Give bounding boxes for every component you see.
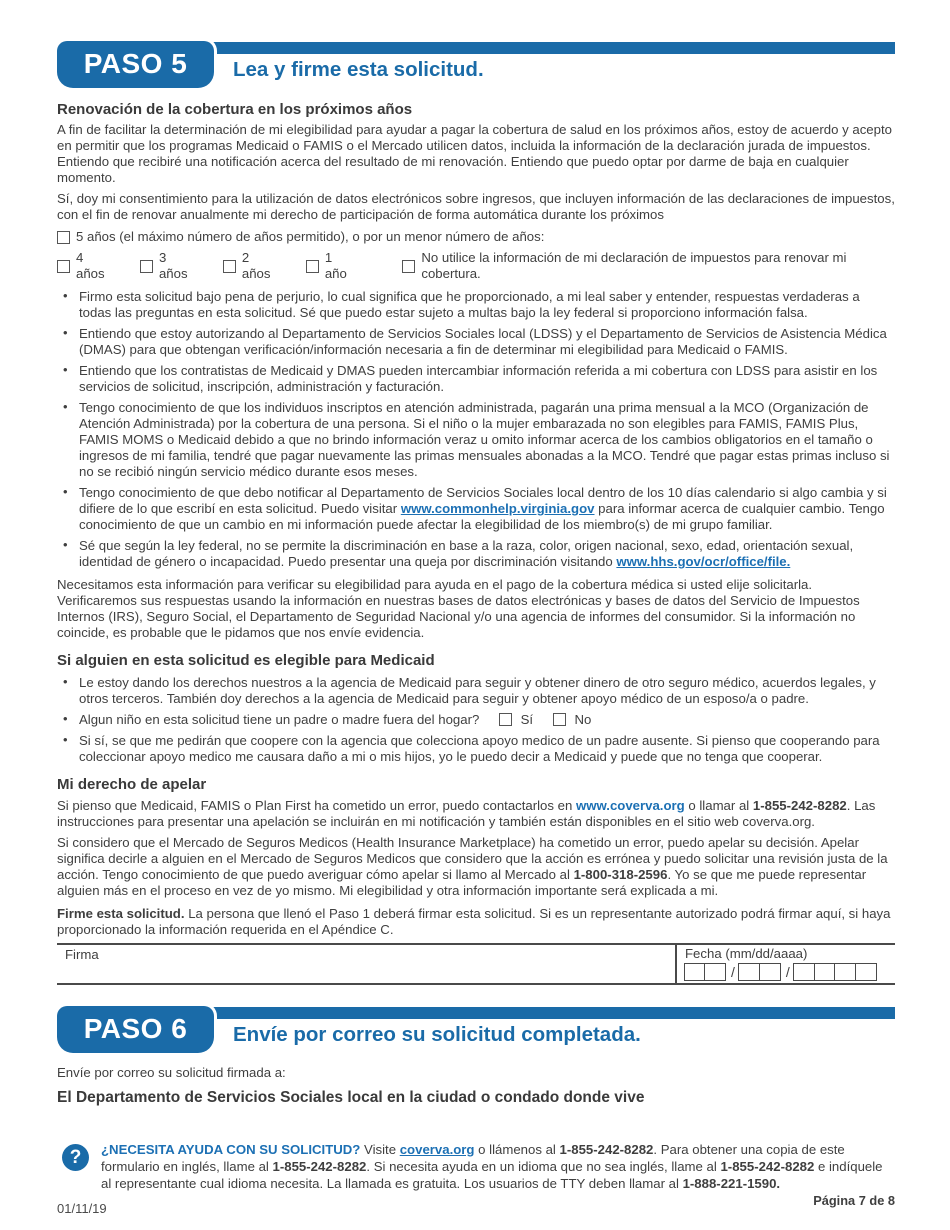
consent-option-no-tax-label: No utilice la información de mi declaración de impuestos para renovar mi cobertura. xyxy=(421,250,847,281)
mail-instruction: Envíe por correo su solicitud firmada a: xyxy=(57,1065,286,1080)
text-segment: Si considero que el Mercado de Seguros Medicos (Health Insurance Marketplace) ha cometido un error, puedo apelar su decisión. Apelar significa decirle a alguien en el Mercado de Seguros Medicos que considero que la acción es errónea y puedo solicitar una revisión justa de la acción. Tengo conocimiento de que puedo averiguar cómo apelar si llamo al Mercado al xyxy=(57,835,888,882)
signature-field[interactable] xyxy=(57,945,675,983)
step5-header xyxy=(57,41,895,88)
consent-option-2 xyxy=(223,250,280,282)
date-day-group xyxy=(740,963,781,981)
date-cell[interactable] xyxy=(704,963,726,981)
text-segment: . Yo se que me puede representar alguien más en el proceso en vez de yo mismo. Mi elegibilidad y otra información importante será explicada a mi. xyxy=(57,867,867,898)
checkbox-no-tax[interactable] xyxy=(402,260,415,273)
date-cell[interactable] xyxy=(738,963,760,981)
date-cell[interactable] xyxy=(834,963,856,981)
date-year-group xyxy=(795,963,877,981)
list-item xyxy=(79,538,895,570)
list-item xyxy=(79,326,895,358)
medicaid-eligible-heading: Si alguien en esta solicitud es elegible para Medicaid xyxy=(57,652,435,669)
checkbox-si[interactable] xyxy=(499,713,512,726)
date-separator: / xyxy=(731,964,735,980)
list-item xyxy=(79,400,895,480)
renewal-para2: Sí, doy mi consentimiento para la utilización de datos electrónicos sobre ingresos, que incluyen información de las declaraciones de impuestos, con el fin de renovar anualmente mi derecho de participación de forma automática durante los próximos xyxy=(57,191,895,222)
parent-outside-home-question: Algun niño en esta solicitud tiene un padre o madre fuera del hogar? xyxy=(79,712,480,727)
step6-title: Envíe por correo su solicitud completada. xyxy=(233,1023,641,1046)
text-segment: 1-855-242-8282 xyxy=(720,1158,815,1174)
consent-option-2-label: 2 años xyxy=(241,250,271,281)
checkbox-4-anos[interactable] xyxy=(57,260,70,273)
question-mark-icon: ? xyxy=(62,1144,89,1171)
text-segment: 1-855-242-8282 xyxy=(272,1158,367,1174)
consent-option-4 xyxy=(57,250,114,282)
consent-option-1 xyxy=(306,250,357,282)
text-segment: para informar acerca de cualquier cambio. Tengo conocimiento de que un cambio en mi información puede afectar la elegibilidad de los miembro(s) de mi grupo familiar. xyxy=(79,501,885,532)
date-field-cell xyxy=(675,945,895,983)
date-separator: / xyxy=(785,964,790,980)
date-cell[interactable] xyxy=(684,963,706,981)
consent-option-1-label: 1 año xyxy=(324,250,347,281)
consent-option-3-label: 3 años xyxy=(158,250,188,281)
page-footer xyxy=(57,1142,895,1217)
agreement-list xyxy=(57,289,895,570)
step5-title: Lea y firme esta solicitud. xyxy=(233,58,484,81)
step6-section xyxy=(57,1006,895,1107)
text-segment: Entiendo que estoy autorizando al Departamento de Servicios Sociales local (LDSS) y el Departamento de Servicios de Asistencia Médica (DMAS) para que obtengan verificación/información necesaria a fin de determinar mi elegibilidad para Medicaid o FAMIS. xyxy=(79,326,887,357)
text-segment: 1-800-318-2596 xyxy=(573,867,668,882)
signature-label: Firma xyxy=(65,947,99,962)
yes-label: Sí xyxy=(520,712,534,727)
help-text xyxy=(101,1142,895,1192)
text-segment: . Si necesita ayuda en un idioma que no sea inglés, llame al xyxy=(366,1158,721,1174)
text-segment: . Las instrucciones para presentar una apelación se incluirán en mi notificación y también están disponibles en el sitio web coverva.org. xyxy=(57,798,876,829)
text-segment: 1-855-242-8282 xyxy=(752,798,847,813)
consent-option-max-row xyxy=(57,229,895,245)
link-hhs-ocr[interactable]: www.hhs.gov/ocr/office/file. xyxy=(616,554,791,569)
appeal-para1 xyxy=(57,798,895,830)
list-item xyxy=(79,485,895,533)
verification-para: Necesitamos esta información para verificar su elegibilidad para ayuda en el pago de la cobertura médica si usted elije solicitarla. Verificaremos sus respuestas usando la información en nuestras bases de datos electrónicas y bases de datos del Servicio de Impuestos Internos (IRS), Seguro Social, el Departamento de Seguridad Nacional y/o una agencia de informes del consumidor. Si la información no coincide, es probable que le pidamos que nos envíe evidencia. xyxy=(57,577,860,640)
text-segment: 1-855-242-8282 xyxy=(559,1142,654,1157)
list-item xyxy=(79,289,895,321)
consent-option-4-label: 4 años xyxy=(76,250,105,281)
footer-bottom-row xyxy=(57,1193,895,1217)
list-item: • Le estoy dando los derechos nuestros a la agencia de Medicaid para seguir y obtener dinero de otro seguro médico, acuerdos legales, y otros terceros. También doy derechos a la agencia de Medicaid para seguir y obtener apoyo médico de un esposo/a o padre. xyxy=(79,675,895,707)
checkbox-2-anos[interactable] xyxy=(223,260,236,273)
text-segment: Sé que según la ley federal, no se permite la discriminación en base a la raza, color, origen nacional, sexo, edad, orientación sexual, identidad de género o incapacidad. Puedo presentar una queja por discriminación visitando xyxy=(79,538,854,569)
list-item: • Si sí, se que me pedirán que coopere con la agencia que colecciona apoyo medico de un padre ausente. Si pienso que cooperando para coleccionar apoyo medico me causara daño a mi o mis hijos, yo le puedo decir a Medicaid y puede que no tenga que cooperar. xyxy=(79,733,895,765)
step6-badge: PASO 6 xyxy=(57,1006,214,1053)
text-segment: o llámenos al xyxy=(474,1142,560,1157)
date-month-group xyxy=(685,963,726,981)
appeal-heading: Mi derecho de apelar xyxy=(57,776,207,793)
sign-instruction-para xyxy=(57,906,895,938)
date-label: Fecha (mm/dd/aaaa) xyxy=(685,946,808,961)
text-segment: Entiendo que los contratistas de Medicaid y DMAS pueden intercambiar información referida a mi cobertura con LDSS para asistir en los servicios de solicitud, inscripción, administración y facturación. xyxy=(79,363,878,394)
consent-option-3 xyxy=(140,250,197,282)
text-segment: ¿NECESITA AYUDA CON SU SOLICITUD? xyxy=(101,1142,365,1157)
text-segment: Si pienso que Medicaid, FAMIS o Plan First ha cometido un error, puedo contactarlos en xyxy=(57,798,576,813)
link-coverva[interactable]: www.coverva.org xyxy=(576,798,685,813)
step5-badge: PASO 5 xyxy=(57,41,214,88)
date-cell[interactable] xyxy=(759,963,781,981)
date-boxes xyxy=(685,963,895,981)
no-label: No xyxy=(574,712,592,727)
step6-header xyxy=(57,1006,895,1053)
page-number: Página 7 de 8 xyxy=(813,1193,895,1209)
renewal-para1: A fin de facilitar la determinación de mi elegibilidad para ayudar a pagar la cobertura de salud en los próximos años, estoy de acuerdo y acepto en permitir que los programas Medicaid o FAMIS o el Mercado utilicen datos, incluida la información de la declaración jurada de impuestos. Entiendo que recibiré una notificación acerca del resultado de mi renovación. Entiendo que puedo optar por darme de baja en cualquier momento. xyxy=(57,122,892,185)
mail-department: El Departamento de Servicios Sociales local en la ciudad o condado donde vive xyxy=(57,1089,645,1106)
text-segment: . Para obtener una copia de este formulario en inglés, llame al xyxy=(101,1142,845,1174)
signature-table xyxy=(57,943,895,985)
text-segment: Firme esta solicitud. xyxy=(57,906,189,921)
consent-years-row xyxy=(57,250,895,282)
text-segment: Firmo esta solicitud bajo pena de perjurio, lo cual significa que he proporcionado, a mi leal saber y entender, respuestas verdaderas a todas las preguntas en esta solicitud. Sé que puedo estar sujeto a multas bajo la ley federal si proporciono información falsa. xyxy=(79,289,860,320)
date-cell[interactable] xyxy=(793,963,815,981)
text-segment: Tengo conocimiento de que debo notificar al Departamento de Servicios Sociales local dentro de los 10 días calendario si algo cambia y si difiere de lo que escribí en esta solicitud. Puedo visitar xyxy=(79,485,887,516)
list-item xyxy=(79,363,895,395)
date-cell[interactable] xyxy=(855,963,877,981)
medicaid-list xyxy=(57,675,895,765)
step5-section xyxy=(57,0,895,1002)
checkbox-3-anos[interactable] xyxy=(140,260,153,273)
renewal-heading: Renovación de la cobertura en los próximos años xyxy=(57,101,413,118)
checkbox-no[interactable] xyxy=(553,713,566,726)
text-segment: La persona que llenó el Paso 1 deberá firmar esta solicitud. Si es un representante autorizado podrá firmar aquí, si haya proporcionado la información requerida en el Apéndice C. xyxy=(57,906,891,937)
revision-date: 01/11/19 xyxy=(57,1201,107,1217)
text-segment: 1-888-221-1590. xyxy=(682,1175,781,1191)
help-block xyxy=(57,1142,895,1192)
checkbox-5-anos[interactable] xyxy=(57,231,70,244)
link-coverva-footer[interactable]: coverva.org xyxy=(399,1142,475,1157)
text-segment: o llamar al xyxy=(684,798,753,813)
date-cell[interactable] xyxy=(814,963,836,981)
parent-outside-home-item xyxy=(79,712,895,728)
appeal-para2 xyxy=(57,835,895,899)
text-segment: e indíquele al representante cual idioma necesita. La llamada es gratuita. Los usuarios de TTY deben llamar al xyxy=(101,1158,883,1191)
text-segment: Visite xyxy=(364,1142,400,1157)
text-segment: Tengo conocimiento de que los individuos inscriptos en atención administrada, pagarán una prima mensual a la MCO (Organización de Atención Administrada) por la cobertura de una persona. Si el niño o la mujer embarazada no son elegibles para FAMIS, FAMIS Plus, FAMIS MOMS o Medicaid debido a que no brindo información veraz u omito informar acerca de los cambios obligatorios en el tamaño o ingresos de mi familia, tendré que pagar nuevamente las primas mensuales abonadas a la MCO. Tendré que pagar estas primas incluso si no se recibió ningún servicio médico durante esos meses. xyxy=(79,400,890,479)
consent-option-max-label: 5 años (el máximo número de años permitido), o por un menor número de años: xyxy=(76,229,545,244)
consent-option-no-tax xyxy=(402,250,895,282)
checkbox-1-ano[interactable] xyxy=(306,260,319,273)
link-commonhelp[interactable]: www.commonhelp.virginia.gov xyxy=(400,501,595,516)
